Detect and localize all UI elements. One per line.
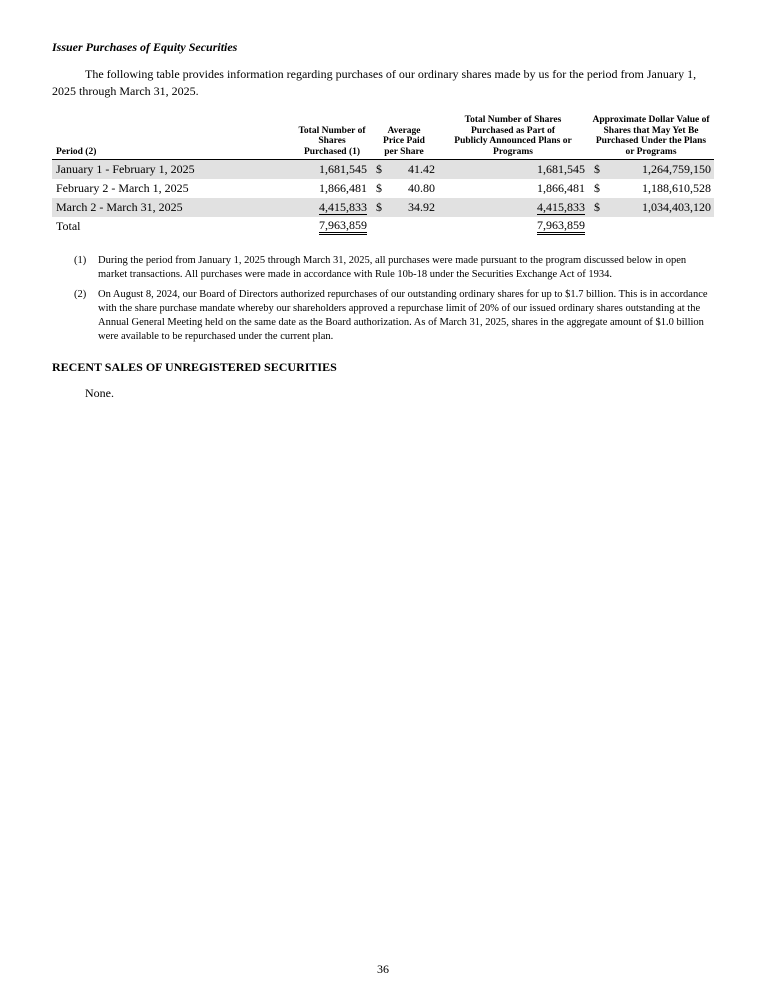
header-average-price: Average Price Paid per Share: [370, 115, 438, 160]
recent-sales-body: None.: [85, 386, 114, 400]
document-page: [52, 0, 714, 1000]
table-header-row: [52, 115, 714, 160]
footnotes: [74, 254, 714, 350]
table-total-row: Total 7,963,859 7,963,859: [56, 218, 585, 233]
header-total-shares: Total Number of Shares Purchased (1): [282, 115, 370, 160]
header-public-plans: Total Number of Shares Purchased as Part of Publicly Announced Plans or Programs: [438, 115, 588, 160]
recent-sales-heading: RECENT SALES OF UNREGISTERED SECURITIES: [52, 360, 337, 374]
footnote: (1) During the period from January 1, 2025 through March 31, 2025, all purchases were made pursuant to the program discussed below in open market transactions. All purchases were made in accordance with Rule 10b-18 under the Securities Exchange Act of 1934.: [74, 255, 687, 280]
intro-paragraph: The following table provides information regarding purchases of our ordinary shares made by us for the period from January 1, 2025 through March 31, 2025.: [52, 67, 697, 98]
table-row: January 1 - February 1, 2025 1,681,545 $ 41.42 1,681,545 $ 1,264,759,150: [52, 160, 714, 180]
share-repurchase-table: [52, 115, 714, 236]
table-row: March 2 - March 31, 2025 4,415,833 $ 34.92 4,415,833 $ 1,034,403,120: [52, 198, 714, 217]
page-number: 36: [377, 962, 389, 976]
section-heading: Issuer Purchases of Equity Securities: [52, 40, 238, 54]
header-period: Period (2): [52, 115, 282, 160]
footnote: (2) On August 8, 2024, our Board of Directors authorized repurchases of our outstanding ordinary shares for up to $1.7 billion. This is in accordance with the share purchase mandate whereby our shareholders approved a repurchase limit of 20% of our issued ordinary shares outstanding at the Annual General Meeting held on the same date as the Board authorization. As of March 31, 2025, shares in the aggregate amount of $1.0 billion were available to be repurchased under the current plan.: [74, 289, 708, 342]
header-remaining-value: Approximate Dollar Value of Shares that May Yet Be Purchased Under the Plans or Programs: [588, 115, 714, 160]
table-row: February 2 - March 1, 2025 1,866,481 $ 40.80 1,866,481 $ 1,188,610,528: [56, 181, 711, 195]
